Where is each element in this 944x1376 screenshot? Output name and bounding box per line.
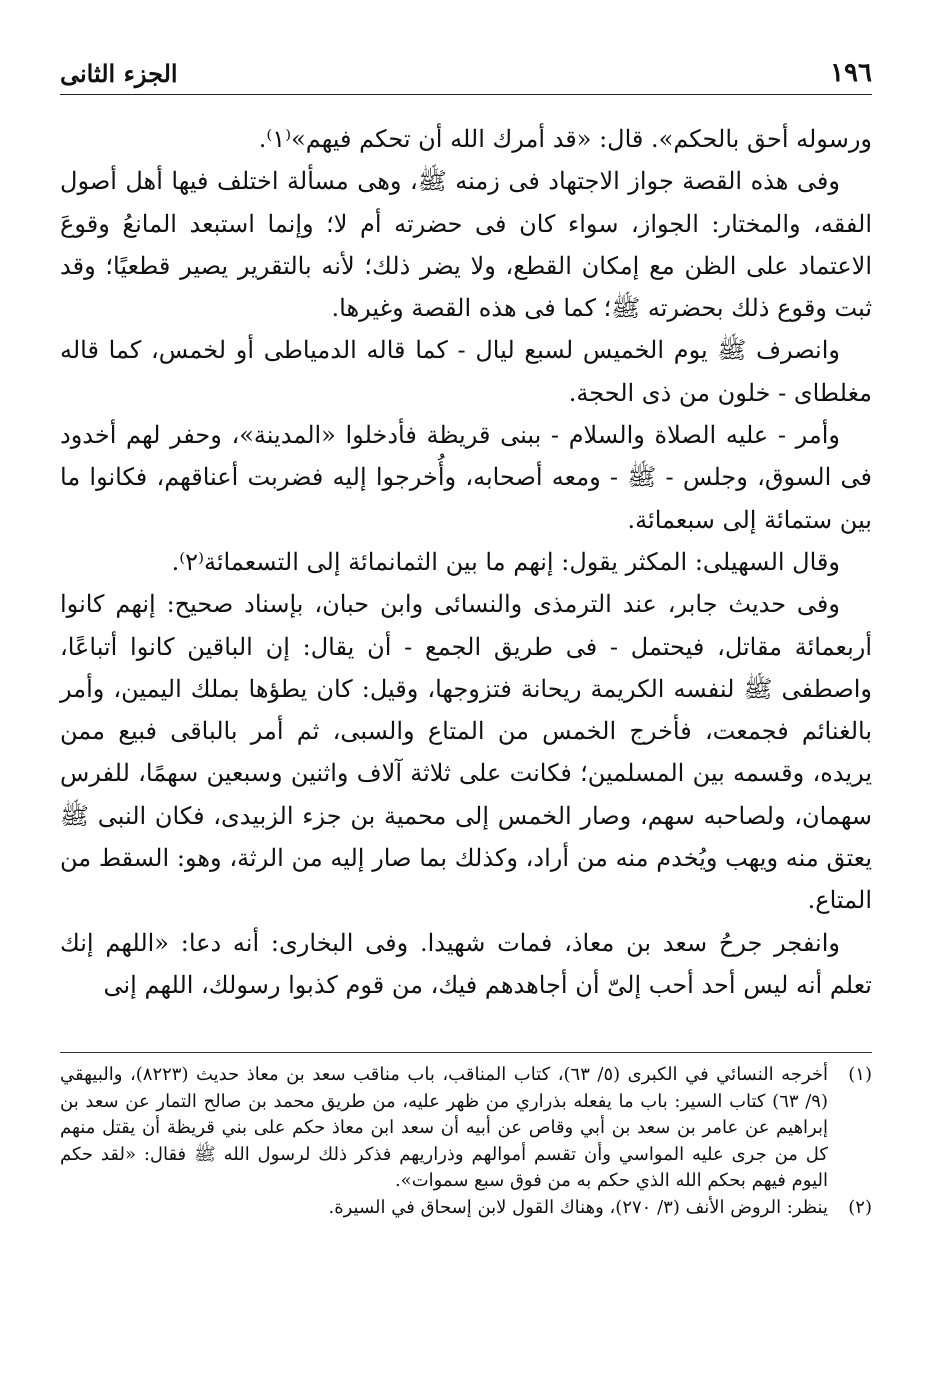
paragraph: وانصرف ﷺ يوم الخميس لسبع ليال - كما قاله الدمياطى أو لخمس، كما قاله مغلطاى - خلون من ذى الحجة. <box>60 336 872 407</box>
running-title: الجزء الثانى <box>60 58 178 88</box>
footnote-text: ينظر: الروض الأنف (٣/ ٢٧٠)، وهناك القول لابن إسحاق في السيرة. <box>328 1196 828 1218</box>
paragraph: وفى حديث جابر، عند الترمذى والنسائى وابن حبان، بإسناد صحيح: إنهم كانوا أربعمائة مقاتل، فيحتمل - فى طريق الجمع - أن يقال: إن الباقين كانوا أتباعًا، واصطفى ﷺ لنفسه الكريمة ريحانة فتزوجها، وقيل: كان يطؤها بملك اليمين، وأمر بالغنائم فجمعت، فأخرج الخمس من المتاع والسبى، ثم أمر بالباقى فبيع ممن يريده، وقسمه بين المسلمين؛ فكانت على ثلاثة آلاف واثنين وسبعين سهمًا، للفرس سهمان، ولصاحبه سهم، وصار الخمس إلى محمية بن جزء الزبيدى، فكان النبى ﷺ يعتق منه ويهب ويُخدم منه من أراد، وكذلك بما صار إليه من الرثة، وهو: السقط من المتاع. <box>60 590 872 915</box>
paragraph: وفى هذه القصة جواز الاجتهاد فى زمنه ﷺ، وهى مسألة اختلف فيها أهل أصول الفقه، والمختار: الجواز، سواء كان فى حضرته أم لا؛ وإنما استبعد المانعُ وقوعَ الاعتماد على الظن مع إمكان القطع، ولا يضر ذلك؛ لأنه بالتقرير يصير قطعيًا؛ وقد ثبت وقوع ذلك بحضرته ﷺ؛ كما فى هذه القصة وغيرها. <box>60 167 873 323</box>
footnote <box>60 1195 872 1222</box>
footnote-text: أخرجه النسائي في الكبرى (٥/ ٦٣)، كتاب المناقب، باب مناقب سعد بن معاذ حديث (٨٢٢٣)، والبيهقي (٩/ ٦٣) كتاب السير: باب ما يفعله بذراري من ظهر عليه، من طريق محمد بن صالح التمار عن سعد بن إبراهيم عن عامر بن سعد بن أبي وقاص عن أبيه أن سعد ابن معاذ حكم على بني قريظة أن يقتل منهم كل من جرى عليه المواسي وأن تقسم أموالهم وذراريهم فذكر ذلك لرسول الله ﷺ فقال: «لقد حكم اليوم فيهم بحكم الله الذي حكم به من فوق سبع سموات». <box>60 1064 829 1191</box>
page-number: ١٩٦ <box>830 58 872 88</box>
paragraph: وأمر - عليه الصلاة والسلام - ببنى قريظة فأدخلوا «المدينة»، وحفر لهم أخدود فى السوق، وجلس - ﷺ - ومعه أصحابه، وأُخرجوا إليه فضربت أعناقهم، فكانوا ما بين ستمائة إلى سبعمائة. <box>60 421 872 534</box>
paragraph: وقال السهيلى: المكثر يقول: إنهم ما بين الثمانمائة إلى التسعمائة⁽٢⁾. <box>171 547 840 576</box>
footnote-marker: (٢) <box>848 1196 872 1218</box>
page-header <box>60 52 872 95</box>
book-page <box>60 0 872 1376</box>
paragraph: ورسوله أحق بالحكم». قال: «قد أمرك الله أن تحكم فيهم»⁽١⁾. <box>258 125 872 153</box>
footnote <box>60 1062 872 1195</box>
footnotes <box>60 1062 872 1221</box>
footnote-marker: (١) <box>848 1064 872 1085</box>
main-text <box>60 118 872 1006</box>
paragraph: وانفجر جرحُ سعد بن معاذ، فمات شهيدا. وفى البخارى: أنه دعا: «اللهم إنك تعلم أنه ليس أحد أحب إلىّ أن أجاهدهم فيك، من قوم كذبوا رسولك، اللهم إنى <box>60 928 872 999</box>
footnote-divider <box>60 1052 872 1053</box>
